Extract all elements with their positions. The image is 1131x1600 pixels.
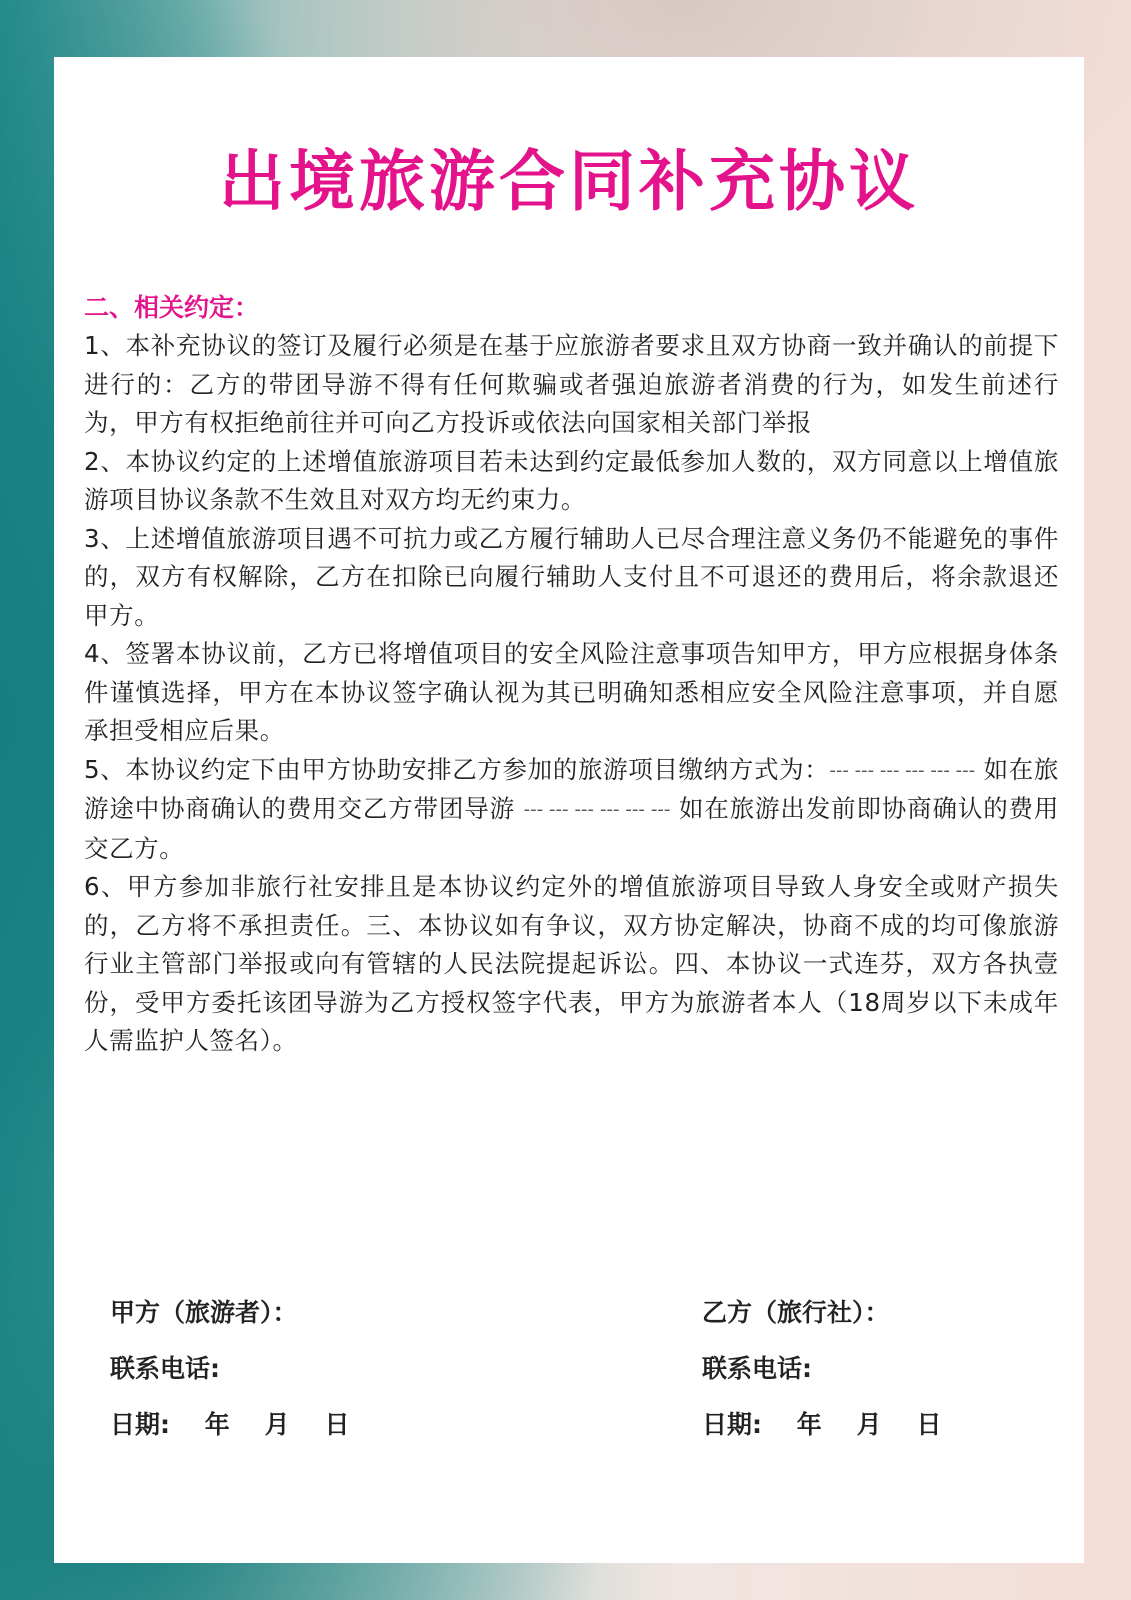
section-heading: 二、相关约定： [84, 293, 260, 322]
clause-5-text-2: 如在旅游途中协商确认的费用交乙方带团导游 [84, 754, 1059, 823]
document-body [84, 289, 1059, 1061]
party-a-phone-label: 联系电话: [110, 1354, 220, 1383]
clause-3: 3、上述增值旅游项目遇不可抗力或乙方履行辅助人已尽合理注意义务仍不能避免的事件的，双方有权解除，乙方在扣除已向履行辅助人支付且不可退还的费用后，将余款退还甲方。 [84, 523, 1059, 630]
party-a-signature-block [110, 1295, 349, 1463]
party-a-date-label: 日期: 年 月 日 [110, 1410, 350, 1439]
party-a-label: 甲方（旅游者）： [110, 1298, 298, 1327]
blank-line: --- --- --- --- --- --- [829, 759, 976, 781]
document-sheet [54, 57, 1084, 1563]
clause-4: 4、签署本协议前，乙方已将增值项目的安全风险注意事项告知甲方，甲方应根据身体条件谨慎选择，甲方在本协议签字确认视为其已明确知悉相应安全风险注意事项，并自愿承担受相应后果。 [84, 639, 1059, 745]
party-b-signature-block [702, 1295, 941, 1463]
blank-line: --- --- --- --- --- --- [523, 799, 671, 820]
clause-6: 6、甲方参加非旅行社安排且是本协议约定外的增值旅游项目导致人身安全或财产损失的，乙方将不承担责任。三、本协议如有争议，双方协定解决，协商不成的均可像旅游行业主管部门举报或向有管辖的人民法院提起诉讼。四、本协议一式连芬，双方各执壹份，受甲方委托该团导游为乙方授权签字代表，甲方为旅游者本人（18周岁以下未成年人需监护人签名）。 [84, 872, 1059, 1055]
party-b-date-label: 日期: 年 月 日 [702, 1410, 942, 1439]
clause-2: 2、本协议约定的上述增值旅游项目若未达到约定最低参加人数的，双方同意以上增值旅游项目协议条款不生效且对双方均无约束力。 [84, 446, 1059, 514]
party-b-phone-label: 联系电话: [702, 1354, 812, 1383]
clause-5-text-1: 5、本协议约定下由甲方协助安排乙方参加的旅游项目缴纳方式为： [84, 754, 830, 784]
party-b-label: 乙方（旅行社）： [702, 1298, 890, 1327]
clause-1: 1、本补充协议的签订及履行必须是在基于应旅游者要求且双方协商一致并确认的前提下进行的：乙方的带团导游不得有任何欺骗或者强迫旅游者消费的行为，如发生前述行为，甲方有权拒绝前往并可向乙方投诉或依法向国家相关部门举报 [84, 331, 1059, 437]
document-title: 出境旅游合同补充协议 [219, 143, 919, 220]
clause-5 [84, 751, 1059, 869]
clause-5-text-3: 如在旅游出发前即协商确认的费用交乙方。 [84, 794, 1060, 863]
